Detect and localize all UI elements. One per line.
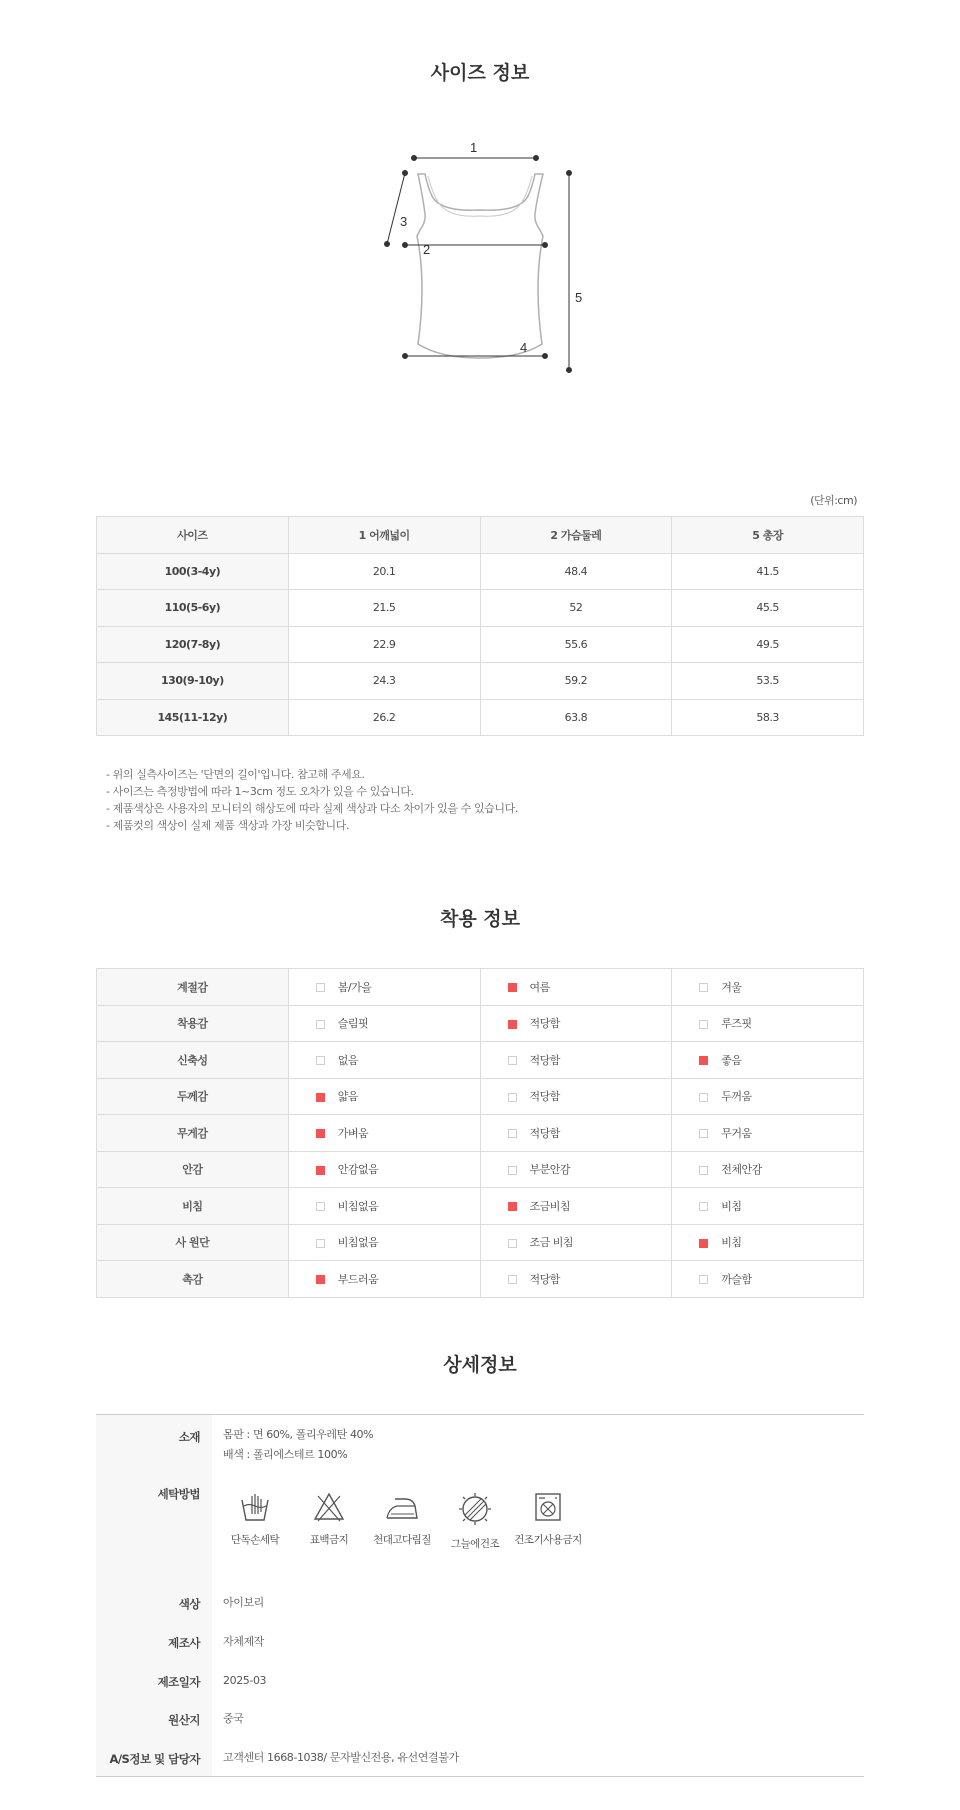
size-section-title: 사이즈 정보 [430,62,530,84]
value-cell: 21.5 [288,590,480,627]
table-row [97,553,864,590]
fit-option-label: 비침 [721,1236,742,1250]
care-label: 그늘에건조 [450,1538,500,1550]
fit-option [480,1042,672,1079]
checked-box-icon [699,1056,708,1065]
fit-option-label: 두꺼움 [721,1090,752,1104]
fit-option-label: 가벼움 [337,1126,369,1140]
fit-option-label: 없음 [337,1053,359,1067]
maker-value: 자체제작 [223,1635,264,1648]
fit-option [672,969,864,1006]
fit-option-label: 겨울 [721,980,742,994]
size-cell: 100(3-4y) [97,553,289,590]
fit-option [288,1188,480,1225]
checked-box-icon [508,1202,517,1211]
unchecked-box-icon [508,1093,517,1102]
fit-row-label: 착용감 [97,1005,289,1042]
fit-option-label: 무거움 [721,1126,752,1140]
unchecked-box-icon [699,1202,708,1211]
diagram-label-1: 1 [470,140,478,155]
diagram-label-4: 4 [520,340,528,355]
fit-section-title: 착용 정보 [439,908,521,930]
header-cell: 5 총장 [672,517,864,554]
size-cell: 120(7-8y) [97,626,289,663]
value-cell: 58.3 [672,699,864,736]
care-item [362,1490,442,1547]
note-line: - 위의 실측사이즈는 '단면의 길이'입니다. 참고해 주세요. [106,768,365,781]
unchecked-box-icon [508,1275,517,1284]
detail-table [96,1414,864,1777]
checked-box-icon [316,1093,325,1102]
fit-row [97,1261,864,1298]
fit-option-label: 부분안감 [529,1163,571,1177]
value-cell: 52 [480,590,672,627]
unchecked-box-icon [699,1129,708,1138]
unchecked-box-icon [699,1093,708,1102]
fit-option [480,1115,672,1152]
unchecked-box-icon [508,1166,517,1175]
unchecked-box-icon [508,1129,517,1138]
fit-row [97,1188,864,1225]
fit-option [672,1224,864,1261]
checked-box-icon [316,1166,325,1175]
size-diagram [380,130,583,430]
no-tumble-dry-icon [531,1490,565,1524]
fit-row [97,969,864,1006]
fit-option [672,1078,864,1115]
care-label: 천대고다림질 [373,1534,431,1546]
iron-icon [383,1490,421,1524]
value-cell: 45.5 [672,590,864,627]
fit-option [672,1151,864,1188]
fit-option-label: 안감없음 [337,1163,379,1177]
as-label: A/S정보 및 담당자 [109,1752,200,1766]
value-cell: 48.4 [480,553,672,590]
fit-option-label: 루즈핏 [721,1017,752,1031]
hand-wash-icon [238,1490,272,1524]
fit-option [288,1151,480,1188]
value-cell: 49.5 [672,626,864,663]
care-item [215,1490,295,1547]
care-item [508,1490,588,1547]
fit-row-label: 비침 [97,1188,289,1225]
fit-option [288,1261,480,1298]
fit-option [288,1005,480,1042]
unchecked-box-icon [316,1239,325,1248]
fit-option [480,969,672,1006]
fit-row [97,1042,864,1079]
fit-option [480,1151,672,1188]
fit-option-label: 슬림핏 [337,1017,369,1031]
fit-option [480,1005,672,1042]
unchecked-box-icon [508,1056,517,1065]
fit-option-label: 적당함 [529,1090,560,1104]
maker-label: 제조사 [168,1636,200,1650]
header-cell: 사이즈 [97,517,289,554]
checked-box-icon [699,1239,708,1248]
fit-option-label: 얇음 [337,1090,359,1104]
fit-row-label: 무게감 [97,1115,289,1152]
fit-option-label: 적당함 [529,1017,560,1031]
care-item [289,1490,369,1547]
fit-option-label: 좋음 [721,1053,742,1067]
fit-option [480,1224,672,1261]
fit-row-label: 계절감 [97,969,289,1006]
unchecked-box-icon [699,1275,708,1284]
color-label: 색상 [178,1597,200,1611]
fit-row [97,1005,864,1042]
date-label: 제조일자 [157,1675,200,1689]
fit-option [672,1005,864,1042]
fit-option-label: 여름 [529,980,550,994]
table-row [97,663,864,700]
fit-row-label: 신축성 [97,1042,289,1079]
value-cell: 63.8 [480,699,672,736]
fit-option [672,1042,864,1079]
fit-option [672,1261,864,1298]
fit-option-label: 적당함 [529,1272,560,1286]
care-item [435,1490,515,1551]
fit-option-label: 적당함 [529,1126,560,1140]
material-line: 몸판 : 면 60%, 폴리우레탄 40% [223,1428,374,1441]
fit-option-label: 전체안감 [721,1163,762,1177]
unchecked-box-icon [699,1020,708,1029]
detail-section-title: 상세정보 [443,1354,517,1376]
diagram-label-2: 2 [423,242,431,257]
header-cell: 1 어깨넓이 [288,517,480,554]
unchecked-box-icon [508,1239,517,1248]
origin-label: 원산지 [168,1713,200,1727]
care-label: 건조기사용금지 [514,1534,582,1546]
fit-table [96,968,864,1298]
unchecked-box-icon [316,1202,325,1211]
unchecked-box-icon [699,983,708,992]
fit-option-label: 까슬함 [721,1272,752,1286]
fit-option [480,1261,672,1298]
value-cell: 26.2 [288,699,480,736]
diagram-label-5: 5 [575,290,583,305]
value-cell: 53.5 [672,663,864,700]
size-cell: 110(5-6y) [97,590,289,627]
fit-option-label: 부드러움 [337,1272,379,1286]
checked-box-icon [508,1020,517,1029]
unchecked-box-icon [316,1056,325,1065]
fit-row [97,1115,864,1152]
value-cell: 20.1 [288,553,480,590]
fit-option [288,1078,480,1115]
unchecked-box-icon [699,1166,708,1175]
table-row [97,626,864,663]
shade-dry-icon [456,1490,494,1528]
fit-row [97,1078,864,1115]
note-line: - 사이즈는 측정방법에 따라 1~3cm 정도 오차가 있을 수 있습니다. [106,785,414,798]
table-row [97,699,864,736]
unit-label: (단위:cm) [810,494,857,507]
no-bleach-icon [312,1490,346,1524]
fit-option [672,1188,864,1225]
size-table [96,516,864,736]
fit-row [97,1224,864,1261]
checked-box-icon [316,1275,325,1284]
fit-option-label: 적당함 [529,1053,560,1067]
checked-box-icon [508,983,517,992]
value-cell: 22.9 [288,626,480,663]
fit-option-label: 조금 비침 [529,1236,574,1250]
care-label: 단독손세탁 [230,1534,280,1546]
fit-option [288,1042,480,1079]
fit-option [288,1224,480,1261]
fit-option [480,1078,672,1115]
fit-row-label: 촉감 [97,1261,289,1298]
fit-row-label: 안감 [97,1151,289,1188]
fit-option-label: 조금비침 [529,1199,571,1213]
diagram-label-3: 3 [400,214,408,229]
value-cell: 59.2 [480,663,672,700]
value-cell: 24.3 [288,663,480,700]
value-cell: 41.5 [672,553,864,590]
material-label: 소재 [178,1430,200,1444]
date-value: 2025-03 [223,1674,267,1687]
fit-option [288,969,480,1006]
fit-row [97,1151,864,1188]
checked-box-icon [316,1129,325,1138]
fit-option [672,1115,864,1152]
fit-option-label: 비침없음 [337,1236,379,1250]
note-line: - 제품컷의 색상이 실제 제품 색상과 가장 비슷합니다. [106,819,350,832]
size-table-header [97,517,864,554]
size-cell: 145(11-12y) [97,699,289,736]
wash-label: 세탁방법 [157,1487,200,1501]
fit-option [288,1115,480,1152]
size-cell: 130(9-10y) [97,663,289,700]
fit-option [480,1188,672,1225]
table-row [97,590,864,627]
fit-option-label: 봄/가을 [337,980,372,994]
header-cell: 2 가슴둘레 [480,517,672,554]
color-value: 아이보리 [223,1596,264,1609]
origin-value: 중국 [223,1712,244,1725]
unchecked-box-icon [316,1020,325,1029]
material-value [223,1425,373,1465]
fit-row-label: 두께감 [97,1078,289,1115]
material-line: 배색 : 폴리에스테르 100% [223,1448,348,1461]
note-line: - 제품색상은 사용자의 모니터의 해상도에 따라 실제 색상과 다소 차이가 있을 수 있습니다. [106,802,518,815]
care-label: 표백금지 [309,1534,349,1546]
fit-option-label: 비침 [721,1199,742,1213]
size-notes [106,766,518,834]
unchecked-box-icon [316,983,325,992]
value-cell: 55.6 [480,626,672,663]
fit-row-label: 사 원단 [97,1224,289,1261]
fit-option-label: 비침없음 [337,1199,379,1213]
as-value: 고객센터 1668-1038/ 문자발신전용, 유선연결불가 [223,1751,459,1764]
